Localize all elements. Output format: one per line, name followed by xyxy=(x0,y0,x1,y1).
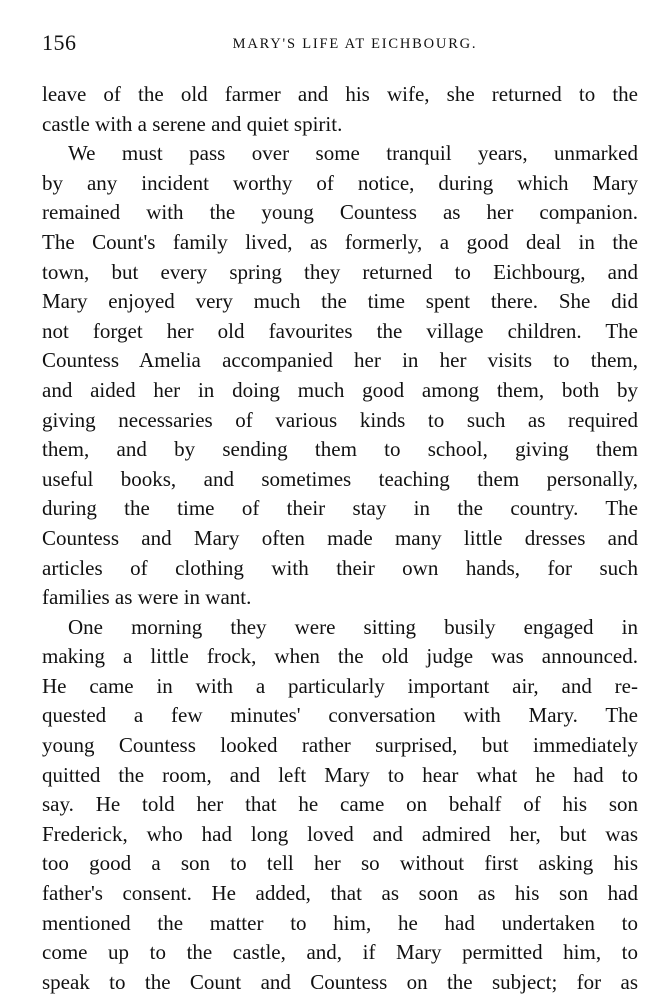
text-line: giving necessaries of various kinds to such as required xyxy=(42,407,638,432)
text-line: Countess and Mary often made many little dresses and xyxy=(42,525,638,550)
page-number: 156 xyxy=(42,30,77,55)
text-line: quested a few minutes' conversation with Mary. The xyxy=(42,703,638,728)
text-line: mentioned the matter to him, he had undertaken to xyxy=(42,910,638,935)
text-line: leave of the old farmer and his wife, she returned to the xyxy=(42,82,638,106)
text-line: Mary enjoyed very much the time spent there. She did xyxy=(42,289,638,314)
text-line: not forget her old favourites the village children. The xyxy=(42,318,638,343)
text-line: The Count's family lived, as formerly, a good deal in the xyxy=(42,229,638,254)
text-line: too good a son to tell her so without first asking his xyxy=(42,851,638,876)
text-line: castle with a serene and quiet spirit. xyxy=(42,111,343,136)
text-line: Frederick, who had long loved and admired her, but was xyxy=(42,821,638,846)
running-title: MARY'S LIFE AT EICHBOURG. xyxy=(232,36,478,52)
text-line: young Countess looked rather surprised, but immediately xyxy=(42,733,638,758)
text-line: during the time of their stay in the country. The xyxy=(42,496,638,521)
text-line: He came in with a particularly important air, and re- xyxy=(42,673,638,698)
text-line: father's consent. He added, that as soon as his son had xyxy=(42,881,638,906)
text-line: Countess Amelia accompanied her in her visits to them, xyxy=(42,348,638,373)
text-line: making a little frock, when the old judge was announced. xyxy=(42,644,638,669)
text-line: and aided her in doing much good among them, both by xyxy=(42,377,638,402)
text-line: them, and by sending them to school, giving them xyxy=(42,437,638,462)
text-line: families as were in want. xyxy=(42,585,252,610)
text-line: useful books, and sometimes teaching them personally, xyxy=(42,466,638,491)
body-text xyxy=(42,80,638,997)
text-line: speak to the Count and Countess on the subject; for as xyxy=(42,969,638,994)
text-line: articles of clothing with their own hands, for such xyxy=(42,555,638,580)
text-line: come up to the castle, and, if Mary permitted him, to xyxy=(42,940,638,965)
text-line: We must pass over some tranquil years, unmarked xyxy=(68,141,638,166)
text-line: quitted the room, and left Mary to hear what he had to xyxy=(42,762,638,787)
text-line: town, but every spring they returned to Eichbourg, and xyxy=(42,259,638,284)
text-line: by any incident worthy of notice, during which Mary xyxy=(42,170,638,195)
text-line: One morning they were sitting busily engaged in xyxy=(68,614,638,639)
text-line: say. He told her that he came on behalf of his son xyxy=(42,792,638,817)
running-head xyxy=(42,30,638,60)
text-line: remained with the young Countess as her companion. xyxy=(42,200,638,225)
